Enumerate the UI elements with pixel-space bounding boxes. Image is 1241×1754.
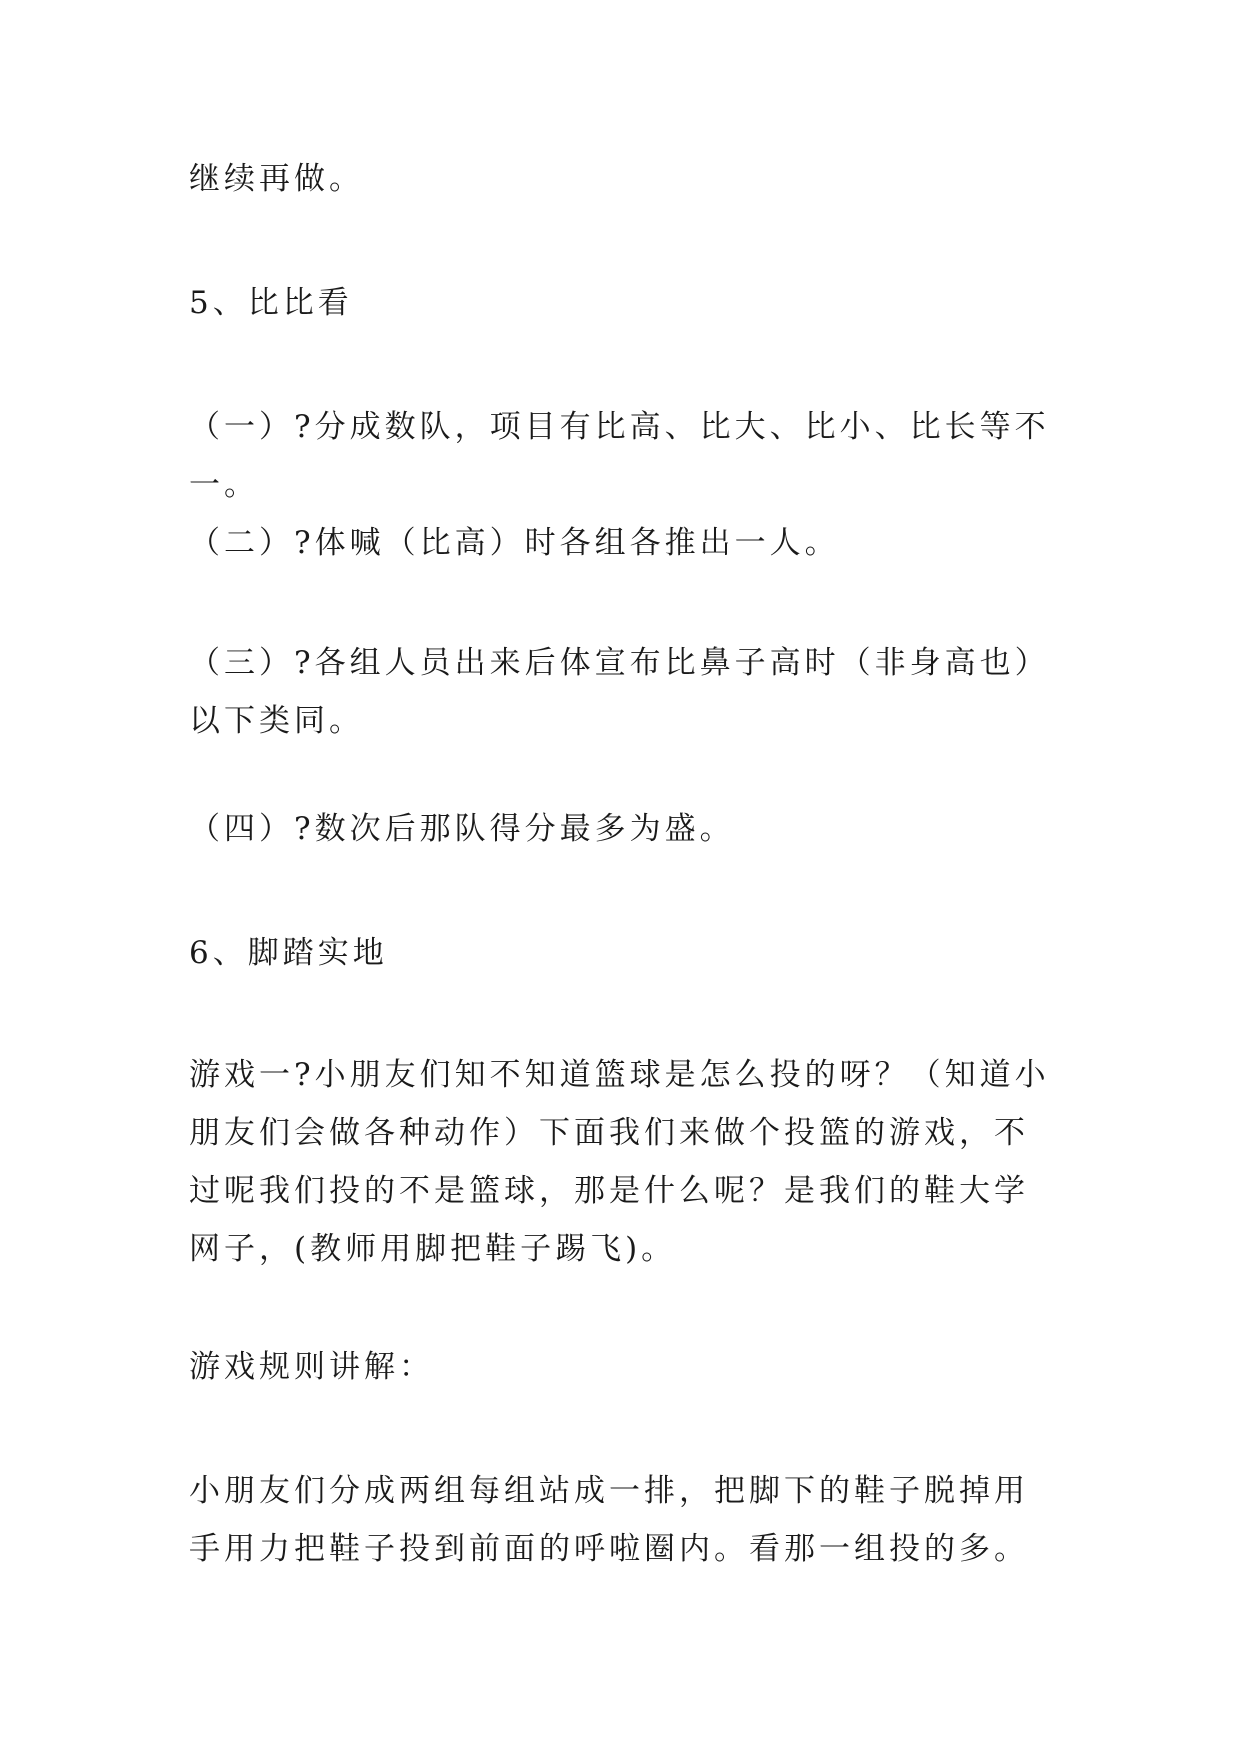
paragraph-item-3: （三）?各组人员出来后体宣布比鼻子高时（非身高也）以下类同。 <box>189 645 1050 739</box>
paragraph-item-4: （四）?数次后那队得分最多为盛。 <box>189 811 735 847</box>
paragraph-continue: 继续再做。 <box>189 161 364 197</box>
paragraph-item-1: （一）?分成数队，项目有比高、比大、比小、比长等不一。 <box>189 409 1050 503</box>
section-heading-5: 5、比比看 <box>189 285 353 321</box>
paragraph-rules-detail: 小朋友们分成两组每组站成一排，把脚下的鞋子脱掉用手用力把鞋子投到前面的呼啦圈内。看那一组投的多。 <box>189 1473 1029 1567</box>
section-heading-6: 6、脚踏实地 <box>189 935 388 971</box>
paragraph-rules-heading: 游戏规则讲解： <box>189 1349 434 1385</box>
paragraph-item-2: （二）?体喊（比高）时各组各推出一人。 <box>189 525 840 561</box>
paragraph-game-one: 游戏一?小朋友们知不知道篮球是怎么投的呀？（知道小朋友们会做各种动作）下面我们来做个投篮的游戏，不过呢我们投的不是篮球，那是什么呢？是我们的鞋大学网子，(教师用脚把鞋子踢飞)。 <box>189 1057 1050 1267</box>
